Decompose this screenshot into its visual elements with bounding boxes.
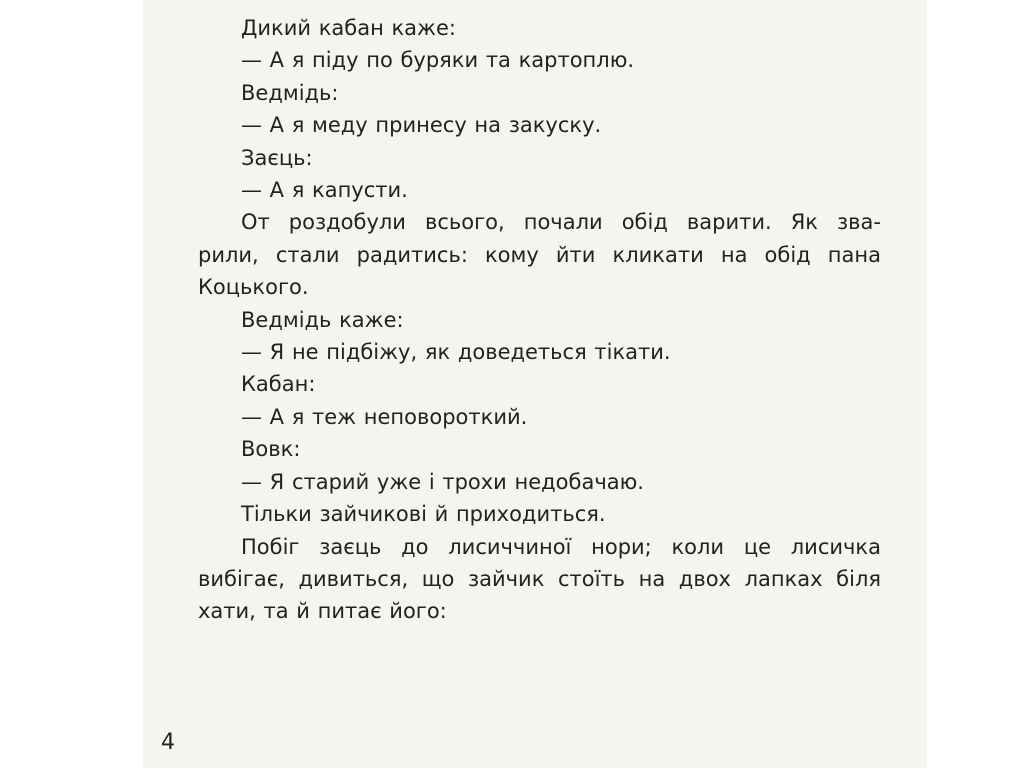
paragraph — [198, 206, 881, 303]
book-page — [143, 0, 927, 768]
text-line: Коцького. — [198, 275, 309, 300]
page-text — [198, 12, 881, 628]
text-line: Заєць: — [241, 145, 313, 170]
text-line: рили, стали радитись: кому йти кликати на обід пана — [198, 242, 881, 267]
paragraph — [241, 44, 881, 76]
text-line: Кабан: — [241, 372, 316, 397]
paragraph — [241, 336, 881, 368]
paragraph — [241, 401, 881, 433]
text-line: Ведмідь каже: — [241, 307, 404, 332]
text-line: Побіг заєць до лисиччиної нори; коли це лисичка — [241, 534, 881, 559]
text-line: От роздобули всього, почали обід варити. Як зва- — [241, 210, 881, 235]
text-line: Тільки зайчикові й приходиться. — [241, 502, 606, 527]
paragraph — [241, 142, 881, 174]
paragraph — [241, 433, 881, 465]
text-line: Дикий кабан каже: — [241, 16, 456, 40]
text-line: вибігає, дивиться, що зайчик стоїть на двох лапках біля — [198, 566, 881, 591]
paragraph — [198, 531, 881, 628]
text-line: — Я не підбіжу, як доведеться тікати. — [241, 340, 671, 365]
text-line: — А я теж неповороткий. — [241, 404, 528, 429]
text-line: — А я піду по буряки та картоплю. — [241, 48, 635, 73]
text-line: — Я старий уже і трохи недобачаю. — [241, 469, 644, 494]
paragraph — [241, 12, 881, 44]
paragraph — [241, 304, 881, 336]
paragraph — [241, 368, 881, 400]
page-number: 4 — [161, 730, 175, 755]
text-line: Вовк: — [241, 437, 301, 462]
text-line: — А я капусти. — [241, 178, 408, 203]
paragraph — [241, 466, 881, 498]
text-line: — А я меду принесу на закуску. — [241, 113, 602, 138]
paragraph — [241, 109, 881, 141]
paragraph — [241, 174, 881, 206]
text-line: хати, та й питає його: — [198, 599, 447, 624]
text-line: Ведмідь: — [241, 80, 339, 105]
paragraph — [241, 77, 881, 109]
paragraph — [241, 498, 881, 530]
